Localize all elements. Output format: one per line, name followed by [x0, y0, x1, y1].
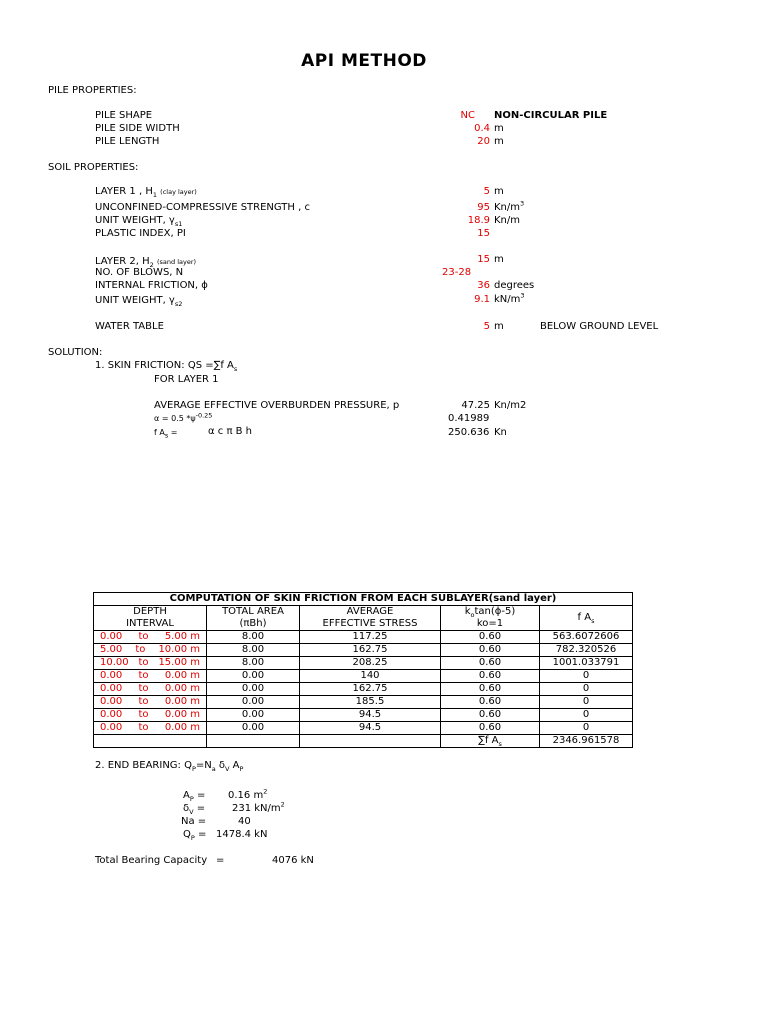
avg-pressure-label: AVERAGE EFFECTIVE OVERBURDEN PRESSURE, p: [154, 400, 400, 411]
depth-to-word: to: [138, 722, 149, 733]
stress-cell: 94.5: [300, 722, 441, 735]
water-table-value: 5: [483, 321, 490, 332]
fas-cell: 0: [540, 670, 633, 683]
table-total-row: [94, 735, 633, 748]
depth-from: 0.00: [100, 709, 123, 720]
table-row: [94, 722, 633, 735]
stress-cell: 140: [300, 670, 441, 683]
avg-pressure-unit: Kn/m2: [494, 400, 527, 411]
fas-cell: 782.320526: [540, 644, 633, 657]
depth-to-word: to: [138, 709, 149, 720]
end-bearing-label: 2. END BEARING: $Q_P=N_a$ $\delta_V$ $A_P$: [95, 760, 244, 773]
stress-cell: 208.25: [300, 657, 441, 670]
header-ko: ko=1: [441, 618, 540, 631]
depth-interval-cell: [94, 722, 207, 735]
plastic-index-label: PLASTIC INDEX, PI: [95, 228, 186, 239]
unit-weight-2-label: UNIT WEIGHT, $\gamma_{s2}$: [95, 295, 183, 308]
stress-cell: 185.5: [300, 696, 441, 709]
dv-value: 231 $kN/m^2$: [232, 800, 285, 814]
na-value: 40: [238, 816, 251, 827]
pile-width-unit: m: [494, 123, 504, 134]
total-capacity-label: Total Bearing Capacity: [95, 855, 208, 866]
pile-length-value: 20: [477, 136, 490, 147]
ap-label: $A_P$ =: [183, 790, 206, 803]
depth-interval-cell: [94, 670, 207, 683]
total-capacity-value: 4076 kN: [272, 855, 314, 866]
layer2-unit: m: [494, 254, 504, 265]
table-row: [94, 670, 633, 683]
pile-properties-heading: PILE PROPERTIES:: [48, 85, 137, 96]
depth-to: 0.00 m: [164, 722, 200, 733]
depth-to-word: to: [138, 683, 149, 694]
layer1-label: LAYER 1 , $H_1$ (clay layer): [95, 186, 197, 199]
plastic-index-value: 15: [477, 228, 490, 239]
water-table-unit: m: [494, 321, 504, 332]
total-empty-cell: [207, 735, 300, 748]
fas-cell: 0: [540, 696, 633, 709]
ucs-label: UNCONFINED-COMPRESSIVE STRENGTH , c: [95, 202, 310, 213]
table-header-row-1: [94, 606, 633, 619]
ucs-unit: $Kn/m^3$: [494, 199, 525, 213]
fas-cell: 563.6072606: [540, 631, 633, 644]
table-row: [94, 657, 633, 670]
depth-to: 0.00 m: [164, 683, 200, 694]
for-layer-1-label: FOR LAYER 1: [154, 374, 219, 385]
blows-value: 23-28: [442, 267, 472, 278]
total-empty-cell: [300, 735, 441, 748]
k-cell: 0.60: [441, 657, 540, 670]
skin-friction-label: 1. SKIN FRICTION: QS =∑f $A_s$: [95, 360, 238, 373]
skin-friction-table: [93, 592, 633, 748]
header-total-area: TOTAL AREA: [207, 606, 300, 619]
area-cell: 0.00: [207, 709, 300, 722]
area-cell: 8.00: [207, 644, 300, 657]
fas-cell: 0: [540, 722, 633, 735]
depth-to: 10.00 m: [158, 644, 200, 655]
pile-shape-code: NC: [460, 110, 475, 121]
total-value: 2346.961578: [540, 735, 633, 748]
solution-heading: SOLUTION:: [48, 347, 103, 358]
alpha-value: 0.41989: [448, 413, 490, 424]
header-k-tan: $k_o\tan(\phi-5)$: [441, 606, 540, 619]
ap-value: 0.16 $m^2$: [228, 787, 268, 801]
stress-cell: 117.25: [300, 631, 441, 644]
header-interval: INTERVAL: [94, 618, 207, 631]
depth-interval-cell: [94, 709, 207, 722]
pile-shape-label: PILE SHAPE: [95, 110, 153, 121]
fas-cell: 0: [540, 683, 633, 696]
k-cell: 0.60: [441, 696, 540, 709]
header-pi-bh: (πBh): [207, 618, 300, 631]
friction-label: INTERNAL FRICTION, ϕ: [95, 280, 208, 291]
table-row: [94, 709, 633, 722]
k-cell: 0.60: [441, 631, 540, 644]
depth-from: 0.00: [100, 683, 123, 694]
fas-cell: 1001.033791: [540, 657, 633, 670]
table-row: [94, 644, 633, 657]
depth-to: 15.00 m: [158, 657, 200, 668]
depth-interval-cell: [94, 631, 207, 644]
page-title: API METHOD: [301, 51, 427, 71]
depth-to: 0.00 m: [164, 670, 200, 681]
total-empty-cell: [94, 735, 207, 748]
friction-value: 36: [477, 280, 490, 291]
fas-label: f $A_s$ =: [154, 428, 178, 440]
friction-unit: degrees: [494, 280, 535, 291]
header-fas: f $A_s$: [540, 606, 633, 631]
area-cell: 8.00: [207, 631, 300, 644]
depth-to-word: to: [138, 696, 149, 707]
alpha-formula: α = 0.5 $*\psi^{-0.25}$: [154, 411, 213, 423]
pile-shape-desc: NON-CIRCULAR PILE: [494, 110, 608, 121]
fas-value: 250.636: [448, 427, 490, 438]
fas-unit: Kn: [494, 427, 507, 438]
table-title: COMPUTATION OF SKIN FRICTION FROM EACH SUBLAYER(sand layer): [94, 593, 633, 606]
depth-from: 10.00: [100, 657, 129, 668]
header-effective-stress: EFFECTIVE STRESS: [300, 618, 441, 631]
k-cell: 0.60: [441, 644, 540, 657]
fas-formula: α c π B h: [208, 426, 253, 437]
stress-cell: 162.75: [300, 683, 441, 696]
table-row: [94, 696, 633, 709]
unit-weight-1-label: UNIT WEIGHT, $\gamma_{s1}$: [95, 215, 183, 228]
area-cell: 0.00: [207, 722, 300, 735]
depth-from: 0.00: [100, 696, 123, 707]
header-average: AVERAGE: [300, 606, 441, 619]
depth-to-word: to: [138, 631, 149, 642]
area-cell: 0.00: [207, 696, 300, 709]
depth-to-word: to: [138, 657, 149, 668]
area-cell: 0.00: [207, 683, 300, 696]
total-label: ∑f $A_s$: [441, 735, 540, 748]
depth-to: 5.00 m: [164, 631, 200, 642]
fas-cell: 0: [540, 709, 633, 722]
area-cell: 8.00: [207, 657, 300, 670]
water-table-note: BELOW GROUND LEVEL: [540, 321, 659, 332]
depth-from: 5.00: [100, 644, 123, 655]
pile-width-value: 0.4: [474, 123, 490, 134]
soil-properties-heading: SOIL PROPERTIES:: [48, 162, 139, 173]
pile-length-unit: m: [494, 136, 504, 147]
depth-to-word: to: [135, 644, 146, 655]
total-capacity-eq: =: [216, 855, 225, 866]
depth-interval-cell: [94, 696, 207, 709]
depth-from: 0.00: [100, 670, 123, 681]
layer1-unit: m: [494, 186, 504, 197]
table-title-row: [94, 593, 633, 606]
pile-width-label: PILE SIDE WIDTH: [95, 123, 180, 134]
depth-from: 0.00: [100, 631, 123, 642]
unit-weight-2-unit: $kN/m^3$: [494, 291, 525, 305]
unit-weight-2-value: 9.1: [474, 294, 490, 305]
water-table-label: WATER TABLE: [95, 321, 164, 332]
depth-to: 0.00 m: [164, 709, 200, 720]
qp-value: 1478.4 kN: [216, 829, 268, 840]
stress-cell: 162.75: [300, 644, 441, 657]
layer2-label: LAYER 2, $H_2$ (sand layer): [95, 256, 197, 269]
stress-cell: 94.5: [300, 709, 441, 722]
depth-interval-cell: [94, 657, 207, 670]
table-row: [94, 631, 633, 644]
unit-weight-1-unit: Kn/m: [494, 215, 521, 226]
k-cell: 0.60: [441, 709, 540, 722]
depth-from: 0.00: [100, 722, 123, 733]
avg-pressure-value: 47.25: [461, 400, 490, 411]
layer2-value: 15: [477, 254, 490, 265]
depth-interval-cell: [94, 644, 207, 657]
area-cell: 0.00: [207, 670, 300, 683]
table-row: [94, 683, 633, 696]
dv-label: $\delta_V$ =: [183, 803, 206, 816]
k-cell: 0.60: [441, 683, 540, 696]
k-cell: 0.60: [441, 722, 540, 735]
qp-label: $Q_P$ =: [183, 829, 207, 842]
unit-weight-1-value: 18.9: [467, 215, 490, 226]
ucs-value: 95: [477, 202, 490, 213]
depth-interval-cell: [94, 683, 207, 696]
pile-length-label: PILE LENGTH: [95, 136, 160, 147]
layer1-value: 5: [483, 186, 490, 197]
blows-label: NO. OF BLOWS, N: [95, 267, 184, 278]
header-depth: DEPTH: [94, 606, 207, 619]
depth-to: 0.00 m: [164, 696, 200, 707]
depth-to-word: to: [138, 670, 149, 681]
k-cell: 0.60: [441, 670, 540, 683]
na-label: Na =: [181, 816, 207, 827]
